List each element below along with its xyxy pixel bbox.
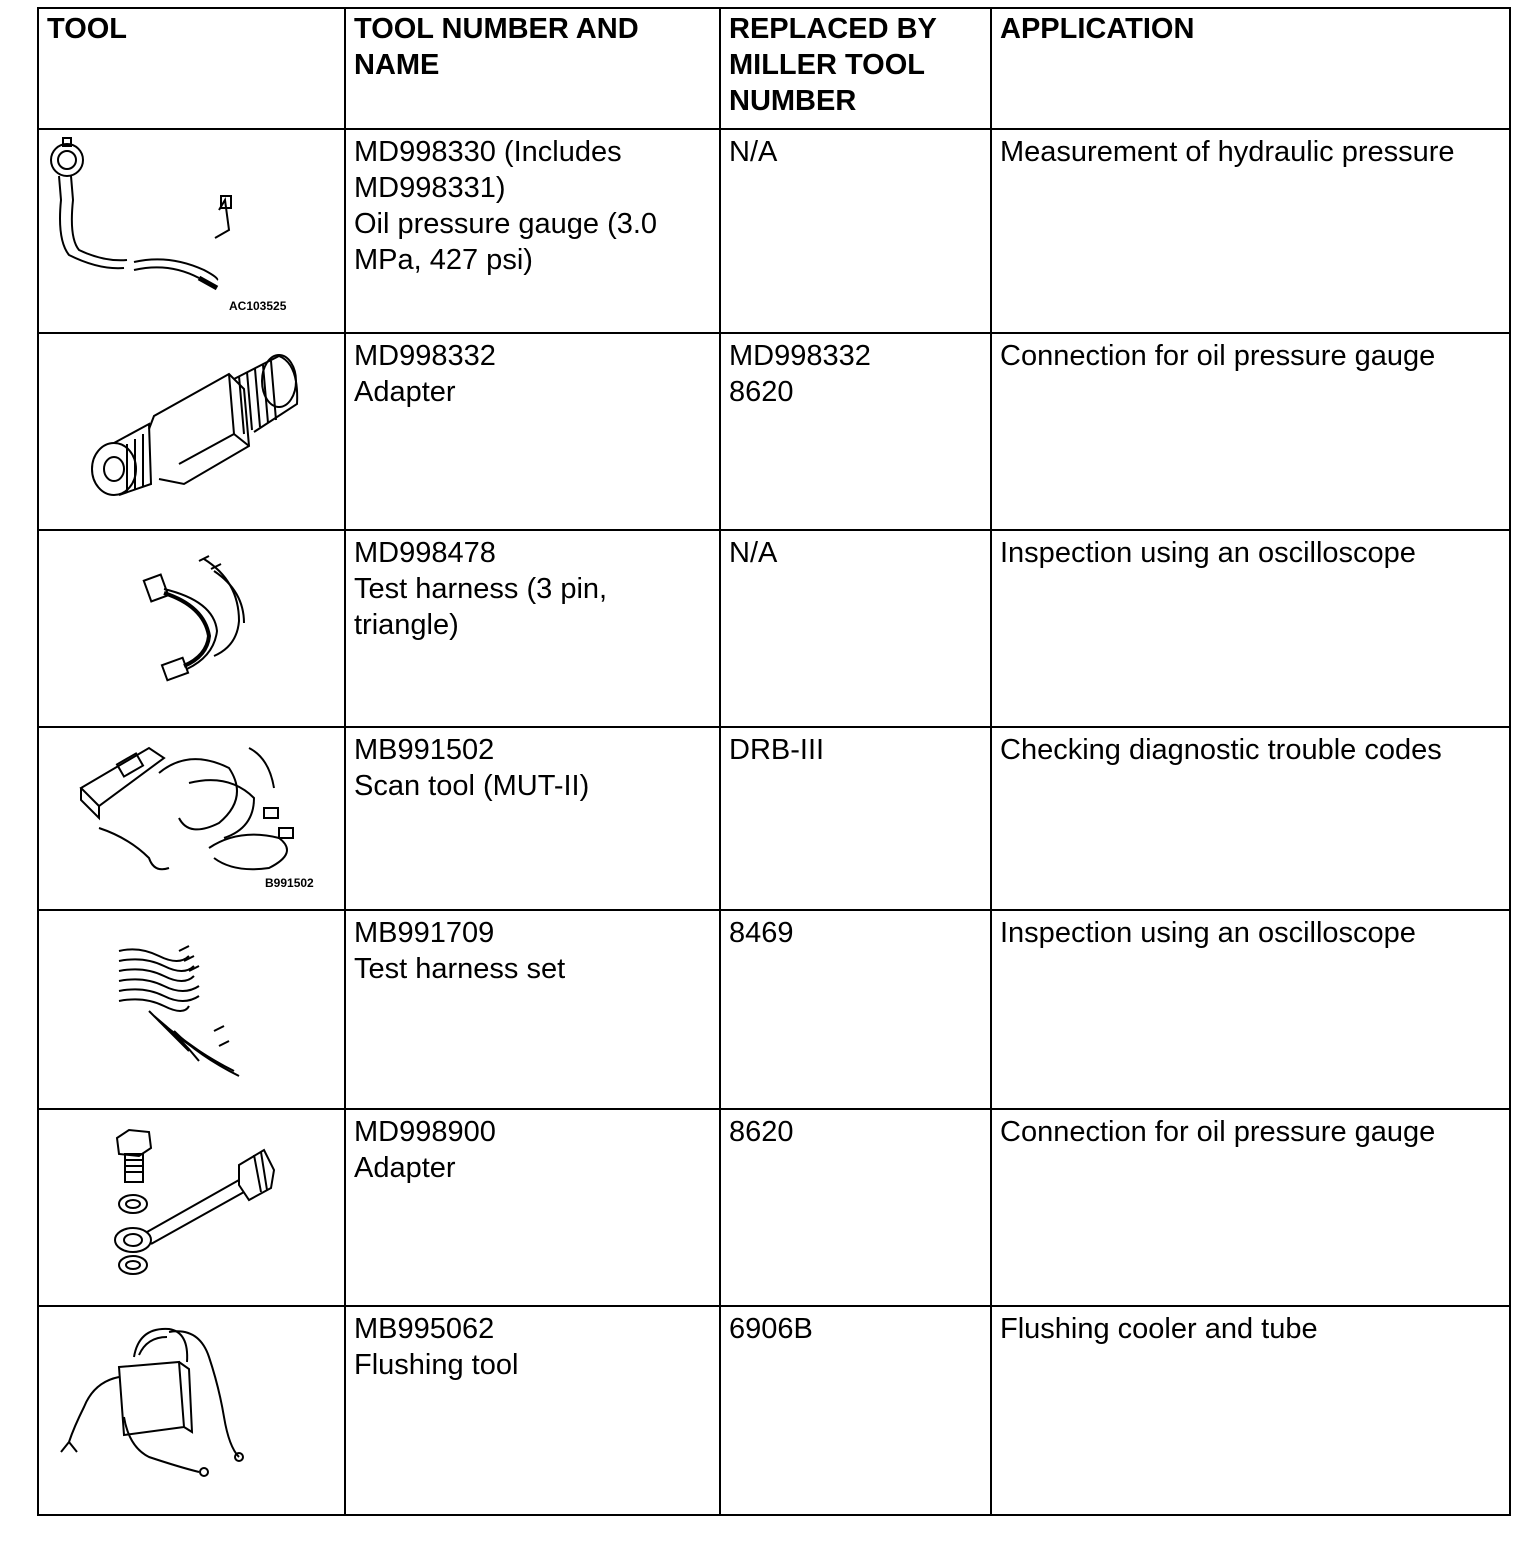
tool-line: MB991502 [354,734,495,766]
tool-line: triangle) [354,609,459,641]
replaced-cell [720,1109,991,1306]
table-row [38,1109,1510,1306]
table-row [38,727,1510,910]
tool-number-cell [345,1306,720,1515]
replaced-line: DRB-III [729,734,825,766]
replaced-cell [720,910,991,1109]
replaced-line: N/A [729,136,778,168]
image-caption: AC103525 [229,299,287,313]
replaced-line: MD998332 [729,340,871,372]
header-replaced-line: NUMBER [729,85,857,117]
tool-line: Adapter [354,376,456,408]
replaced-cell [720,1306,991,1515]
tool-line: MD998900 [354,1116,496,1148]
replaced-cell [720,129,991,333]
replaced-line: 8620 [729,1116,794,1148]
tool-line: MD998478 [354,537,496,569]
header-replaced-line: REPLACED BY [729,13,937,45]
replaced-cell [720,727,991,910]
replaced-line: 8469 [729,917,794,949]
tool-image-cell [38,1306,345,1515]
tool-image-cell [38,530,345,727]
oil-pressure-gauge-icon [39,130,344,332]
replaced-cell [720,333,991,530]
tool-line: MB995062 [354,1313,495,1345]
table-row [38,1306,1510,1515]
tool-number-cell [345,727,720,910]
header-tool-number-line: NAME [354,49,440,81]
tool-line: Adapter [354,1152,456,1184]
table-row [38,129,1510,333]
tool-line: MD998330 (Includes [354,136,622,168]
tool-image-cell [38,333,345,530]
application-text: Flushing cooler and tube [1000,1313,1318,1345]
tool-number-cell [345,530,720,727]
tool-number-cell [345,1109,720,1306]
header-tool-number [345,8,720,129]
replaced-cell [720,530,991,727]
application-cell [991,910,1510,1109]
tool-line: MD998331) [354,172,506,204]
tool-number-cell [345,129,720,333]
tool-line: Test harness set [354,953,566,985]
application-text: Connection for oil pressure gauge [1000,1116,1436,1148]
table-row [38,530,1510,727]
tool-line: MB991709 [354,917,495,949]
adapter-icon [39,334,344,529]
header-replaced-line: MILLER TOOL [729,49,926,81]
special-tools-table [37,7,1511,1516]
header-application [991,8,1510,129]
application-text: Checking diagnostic trouble codes [1000,734,1442,766]
table-row [38,910,1510,1109]
application-text: Connection for oil pressure gauge [1000,340,1436,372]
adapter-bolt-icon [39,1110,344,1305]
replaced-line: 6906B [729,1313,813,1345]
tool-line: Flushing tool [354,1349,519,1381]
tool-line: Scan tool (MUT-II) [354,770,590,802]
application-cell [991,333,1510,530]
tool-image-cell [38,1109,345,1306]
header-tool-number-line: TOOL NUMBER AND [354,13,639,45]
tool-line: MPa, 427 psi) [354,244,533,276]
application-cell [991,1109,1510,1306]
application-text: Inspection using an oscilloscope [1000,917,1416,949]
application-text: Inspection using an oscilloscope [1000,537,1416,569]
tool-image-cell [38,129,345,333]
table-row [38,333,1510,530]
header-tool [38,8,345,129]
replaced-line: N/A [729,537,778,569]
tool-line: Test harness (3 pin, [354,573,608,605]
header-application-label: APPLICATION [1000,13,1195,45]
image-caption: B991502 [265,876,314,890]
header-replaced-by [720,8,991,129]
application-cell [991,727,1510,910]
application-text: Measurement of hydraulic pressure [1000,136,1455,168]
header-tool-label: TOOL [47,13,128,45]
test-harness-set-icon [39,911,344,1108]
header-row [38,8,1510,129]
application-cell [991,530,1510,727]
tool-number-cell [345,333,720,530]
tool-line: Oil pressure gauge (3.0 [354,208,658,240]
application-cell [991,1306,1510,1515]
tool-line: MD998332 [354,340,496,372]
replaced-line: 8620 [729,376,794,408]
tool-number-cell [345,910,720,1109]
flushing-tool-icon [39,1307,344,1514]
tool-image-cell [38,910,345,1109]
test-harness-icon [39,531,344,726]
tool-image-cell [38,727,345,910]
application-cell [991,129,1510,333]
